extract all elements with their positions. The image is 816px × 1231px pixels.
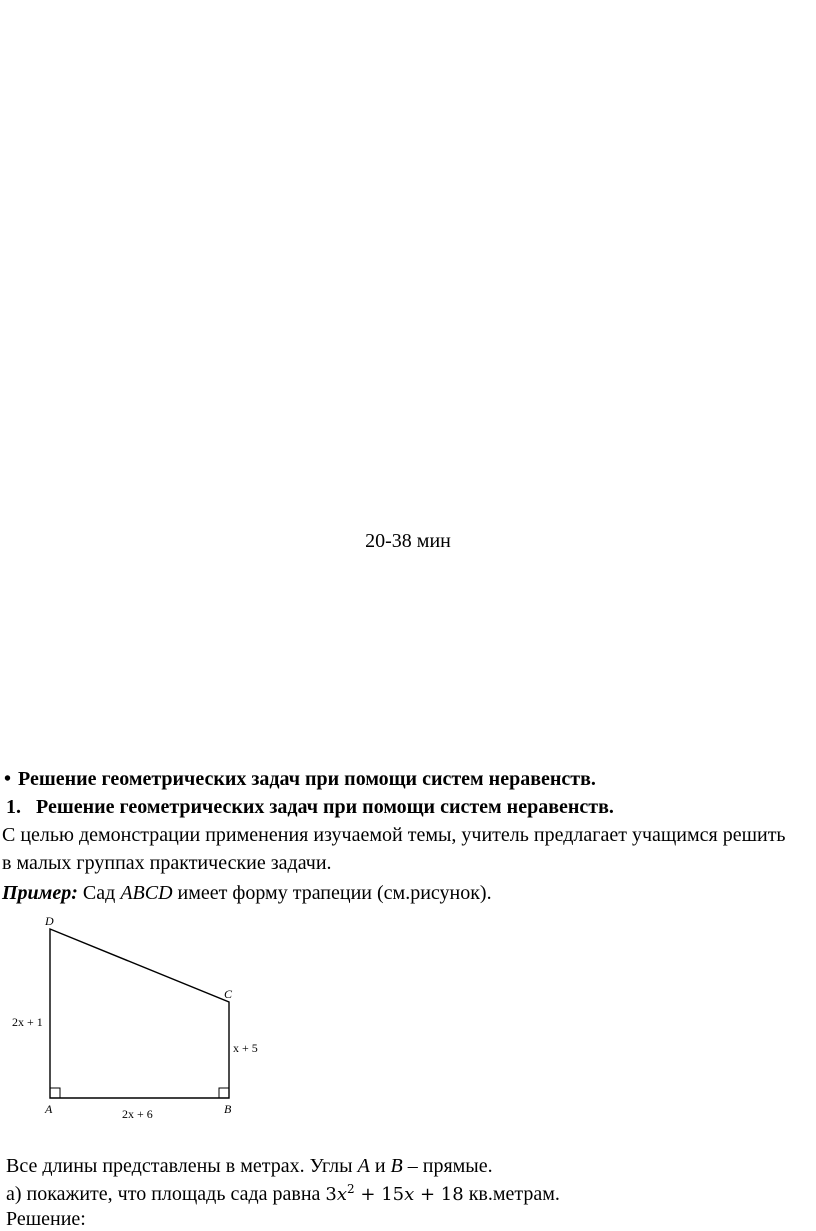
example-label: Пример:: [2, 882, 78, 904]
part-a-line: [6, 1182, 560, 1206]
angle-b-label: B: [390, 1155, 403, 1177]
formula-exponent: 2: [347, 1182, 355, 1196]
side-label-bc: x + 5: [233, 1041, 258, 1055]
garden-name: ABCD: [120, 882, 173, 904]
point-label-d: D: [45, 914, 54, 928]
formula-term-2: + 15: [354, 1184, 405, 1205]
statement-text-2: и: [369, 1155, 391, 1177]
section-heading-text: Решение геометрических задач при помощи систем неравенств.: [18, 768, 596, 790]
side-label-ad: 2x + 1: [12, 1015, 43, 1029]
statement-text-1: Все длины представлены в метрах. Углы: [6, 1155, 358, 1177]
heading-number: 1.: [6, 796, 21, 818]
time-label: 20-38 мин: [365, 530, 451, 552]
side-label-ab: 2x + 6: [122, 1107, 153, 1121]
angle-a-label: A: [357, 1155, 370, 1177]
area-formula: [325, 1184, 463, 1205]
point-label-a: A: [45, 1102, 53, 1116]
statement-text-3: – прямые.: [402, 1155, 493, 1177]
trapezoid-shape: [50, 929, 229, 1098]
bullet-icon: •: [4, 768, 12, 790]
numbered-heading: [6, 796, 614, 819]
point-label-b: B: [224, 1102, 232, 1116]
section-heading: [4, 768, 596, 791]
example-text-after: имеет форму трапеции (см.рисунок).: [172, 882, 492, 904]
formula-coef: 3: [325, 1184, 337, 1205]
example-paragraph: [2, 882, 492, 905]
formula-term-3: + 18: [414, 1184, 464, 1205]
intro-line-1: С целью демонстрации применения изучаемой темы, учитель предлагает учащимся решить: [2, 824, 786, 846]
part-a-text-1: а) покажите, что площадь сада равна: [6, 1183, 326, 1205]
intro-line-2: в малых группах практические задачи.: [2, 852, 332, 874]
formula-var-2: x: [404, 1184, 415, 1205]
statement-line: [6, 1155, 493, 1178]
part-a-text-2: кв.метрам.: [463, 1183, 560, 1205]
point-label-c: C: [224, 987, 233, 1001]
solution-label: Решение:: [6, 1208, 86, 1230]
right-angle-mark-b: [219, 1088, 229, 1098]
example-text-before: Сад: [77, 882, 121, 904]
right-angle-mark-a: [50, 1088, 60, 1098]
formula-var-1: x: [336, 1184, 348, 1205]
numbered-heading-text: Решение геометрических задач при помощи систем неравенств.: [36, 796, 614, 818]
trapezoid-figure: [0, 912, 300, 1127]
